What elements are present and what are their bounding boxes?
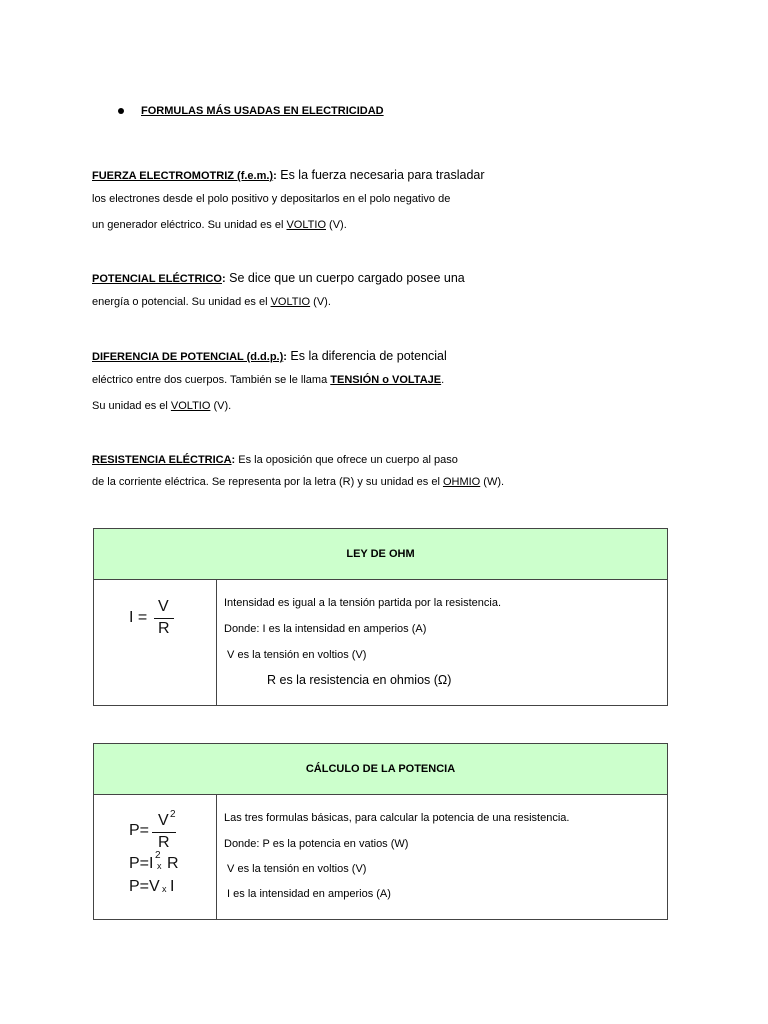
ddp-alias: TENSIÓN o VOLTAJE — [330, 374, 442, 386]
power-formula1-exponent: 2 — [170, 809, 176, 820]
ohm-description-line: R es la resistencia en ohmios (Ω) — [267, 673, 452, 687]
power-formula-cell — [94, 795, 217, 920]
ddp-definition: Es la diferencia de potencial — [286, 349, 447, 363]
power-description-line: Donde: P es la potencia en vatios (W) — [224, 838, 409, 850]
ohm-fraction-bar — [154, 618, 174, 619]
power-description-line: V es la tensión en voltios (V) — [224, 863, 367, 875]
power-formula2-lhs: P=I — [129, 855, 154, 872]
ohm-law-table — [93, 528, 668, 706]
power-table — [93, 743, 668, 920]
ohm-description-line: V es la tensión en voltios (V) — [224, 649, 367, 661]
resistencia-colon: : — [231, 454, 236, 466]
fem-unit: VOLTIO — [286, 219, 326, 231]
ohm-formula-denominator: R — [158, 620, 170, 637]
fem-line-3 — [92, 219, 347, 231]
ohm-law-title: LEY DE OHM — [94, 529, 667, 580]
power-fraction-bar — [152, 832, 176, 833]
fem-unit-symbol: (V). — [326, 219, 347, 231]
power-formula3-operator: x — [162, 884, 167, 894]
potencial-term: POTENCIAL ELÉCTRICO — [92, 273, 222, 285]
ddp-line-3 — [92, 400, 231, 412]
potencial-line-1 — [92, 269, 465, 287]
power-formula2-rhs: R — [167, 855, 179, 872]
fem-term: FUERZA ELECTROMOTRIZ (f.e.m.) — [92, 170, 274, 182]
ddp-term: DIFERENCIA DE POTENCIAL (d.d.p.) — [92, 351, 284, 363]
power-description-line: I es la intensidad en amperios (A) — [224, 888, 391, 900]
ohm-description-line: Intensidad es igual a la tensión partida por la resistencia. — [224, 597, 502, 609]
potencial-colon: : — [221, 273, 226, 285]
power-formula3-lhs: P=V — [129, 878, 160, 895]
fem-line-2: los electrones desde el polo positivo y depositarlos en el polo negativo de — [92, 193, 451, 205]
power-formula3-rhs: I — [170, 878, 175, 895]
resistencia-line-1 — [92, 450, 458, 468]
ddp-line-1 — [92, 347, 447, 365]
power-title: CÁLCULO DE LA POTENCIA — [94, 744, 667, 795]
resistencia-unit: OHMIO — [442, 476, 481, 488]
power-formula2-operator: x — [157, 861, 162, 871]
power-description-cell — [217, 795, 667, 920]
potencial-definition: Se dice que un cuerpo cargado posee una — [225, 271, 465, 285]
fem-definition: Es la fuerza necesaria para trasladar — [276, 168, 485, 182]
potencial-unit: VOLTIO — [270, 296, 311, 308]
resistencia-line-2 — [92, 476, 504, 488]
potencial-line-2 — [92, 296, 331, 308]
ddp-colon: : — [283, 351, 287, 363]
resistencia-definition: Es la oposición que ofrece un cuerpo al paso — [235, 454, 458, 466]
ohm-formula-lhs: I = — [129, 609, 148, 626]
page-title: FORMULAS MÁS USADAS EN ELECTRICIDAD — [141, 105, 384, 117]
ohm-formula-cell — [94, 580, 217, 706]
ddp-unit-symbol: (V). — [210, 400, 232, 412]
ohm-formula-numerator: V — [158, 598, 169, 615]
power-formula1-lhs: P= — [129, 822, 150, 839]
ddp-line-2 — [92, 374, 444, 386]
fem-line-1 — [92, 166, 485, 184]
potencial-unit-symbol: (V). — [310, 296, 331, 308]
ohm-description-cell — [217, 580, 667, 706]
power-formula2-exponent: 2 — [155, 850, 161, 861]
power-formula1-numerator: V — [158, 812, 169, 829]
resistencia-unit-symbol: (W). — [480, 476, 505, 488]
resistencia-unit-text: de la corriente eléctrica. Se representa por la letra (R) y su unidad es el — [92, 476, 443, 488]
ddp-unit-text: Su unidad es el — [92, 400, 171, 412]
ohm-description-line: Donde: I es la intensidad en amperios (A) — [224, 623, 427, 635]
power-description-line: Las tres formulas básicas, para calcular la potencia de una resistencia. — [224, 812, 570, 824]
ddp-alias-period: . — [441, 374, 445, 386]
power-formula1-denominator: R — [158, 834, 170, 851]
fem-unit-text: un generador eléctrico. Su unidad es el — [92, 219, 287, 231]
ddp-unit: VOLTIO — [170, 400, 211, 412]
ddp-alias-text: eléctrico entre dos cuerpos. También se le llama — [92, 374, 331, 386]
bullet-icon — [118, 108, 124, 114]
resistencia-term: RESISTENCIA ELÉCTRICA — [92, 454, 232, 466]
fem-colon: : — [273, 170, 277, 182]
potencial-unit-text: energía o potencial. Su unidad es el — [92, 296, 271, 308]
